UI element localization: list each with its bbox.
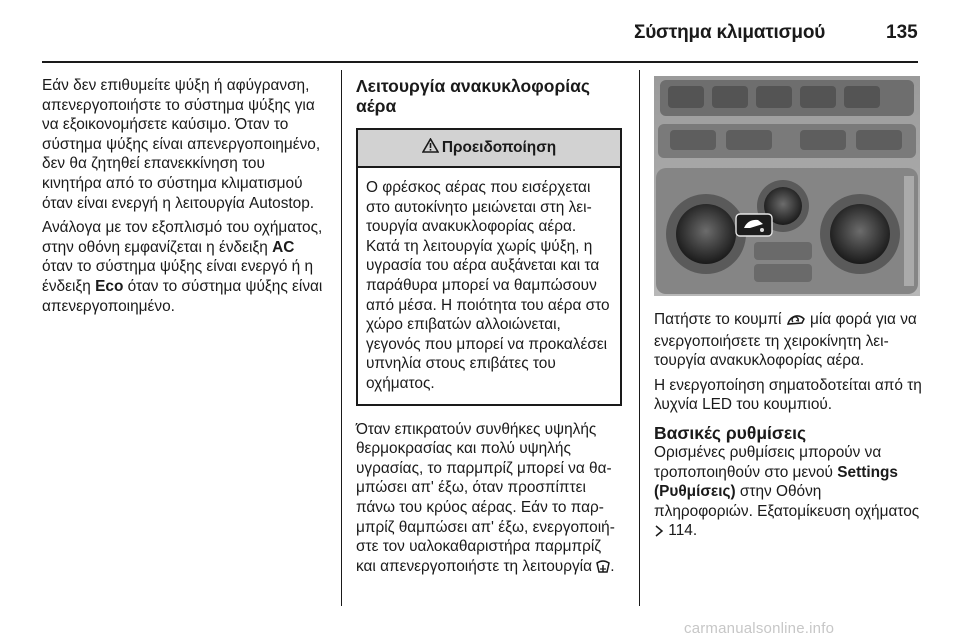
paragraph-display-indicator bbox=[42, 218, 328, 316]
warning-box bbox=[356, 128, 622, 406]
text-fragment: Ανάλογα με τον εξοπλισμό του οχήματος, στην οθόνη εμφανίζεται η ένδειξη bbox=[42, 219, 323, 256]
paragraph-settings-menu bbox=[654, 443, 922, 543]
ac-indicator-label: AC bbox=[272, 238, 295, 256]
column-1 bbox=[42, 76, 328, 321]
air-recirculation-icon bbox=[786, 312, 806, 332]
text-fragment: μία φορά για να ενεργοποιήσετε τη χειροκίνητη λειτουργία ανακυκλοφορίας αέρα. bbox=[654, 311, 917, 370]
text-fragment: όταν το σύστημα ψύξης είναι απενεργοποιημένο. bbox=[42, 277, 323, 315]
header-divider bbox=[42, 61, 918, 63]
column-divider-right bbox=[639, 70, 640, 606]
warning-header bbox=[358, 130, 620, 168]
climate-control-panel-photo bbox=[654, 76, 920, 296]
eco-indicator-label: Eco bbox=[95, 277, 124, 295]
settings-menu-label: Settings (Ρυθμίσεις) bbox=[654, 463, 898, 501]
column-3 bbox=[654, 76, 922, 548]
paragraph-led-indication: Η ενεργοποίηση σηματοδοτείται από τη λυχνία LED του κουμπιού. bbox=[654, 376, 922, 414]
page-reference-link[interactable]: 114. bbox=[668, 522, 698, 540]
paragraph-windshield-fog: Όταν επικρατούν συνθήκες υψηλής θερμοκρασίας και πολύ υψηλής υγρασίας, το παρμπρίζ μπορεί να θαμπώσει απ' έξω, όταν προσπίπτει πάνω του κρύος αέρας. Εάν το παρμπρίζ θαμπώσει απ' έξω, ενεργοποιήστε τον υαλοκαθαριστήρα παρμπρίζ και απενεργοποιήστε τη λειτουργία . bbox=[356, 420, 624, 579]
warning-triangle-icon bbox=[422, 138, 439, 158]
windshield-wiper-icon bbox=[596, 559, 610, 579]
column-2 bbox=[356, 76, 624, 583]
text-fragment: Όταν επικρατούν συνθήκες υψηλής θερμοκρασίας και πολύ υψηλής υγρασίας, το παρμπρίζ μπορεί να θαμπώσει απ' έξω, όταν προσπίπτει πάνω του κρύος αέρας. Εάν το παρμπρίζ θαμπώσει απ' έξω, ενεργοποιήστε τον υαλοκαθαριστήρα παρμπρίζ και απενεργοποιήστε τη λειτουργία bbox=[356, 420, 615, 575]
page-header bbox=[0, 0, 960, 62]
page-title: Σύστημα κλιματισμού bbox=[634, 22, 826, 43]
warning-title: Προειδοποίηση bbox=[441, 139, 557, 157]
page-reference-arrow-icon bbox=[654, 523, 664, 543]
paragraph-press-button bbox=[654, 310, 922, 371]
paragraph-cooling-off: Εάν δεν επιθυμείτε ψύξη ή αφύγρανση, απενεργοποιήστε το σύστημα ψύξης για να εξοικονομήσετε καύσιμο. Όταν το σύστημα ψύξης είναι απενεργοποιημένο, δεν θα ζητηθεί επανεκκίνηση του κινητήρα από το σύστημα κλιματισμού όταν είναι ενεργή η λειτουργία Autostop. bbox=[42, 77, 321, 212]
text-fragment: Ορισμένες ρυθμίσεις μπορούν να τροποποιηθούν στο μενού bbox=[654, 443, 882, 481]
watermark: carmanualsonline.info bbox=[684, 620, 835, 637]
text-fragment: Πατήστε το κουμπί bbox=[654, 311, 786, 328]
column-divider-left bbox=[341, 70, 342, 606]
page-number: 135 bbox=[886, 22, 918, 43]
warning-body: Ο φρέσκος αέρας που εισέρχεται στο αυτοκίνητο μειώνεται στη λειτουργία ανακυκλοφορίας αέρα. Κατά τη λειτουργία χωρίς ψύξη, η υγρασία του αέρα αυξάνεται και τα παράθυρα μπορεί να θαμπώσουν από μέσα. Η ποιότητα του αέρα στο χώρο επιβατών αλλοιώνεται, γεγονός που μπορεί να προκαλέσει υπνηλία στους επιβάτες του οχήματος. bbox=[366, 179, 610, 392]
text-fragment: όταν το σύστημα ψύξης είναι ενεργό ή η ένδειξη bbox=[42, 258, 314, 295]
section-heading-recirculation: Λειτουργία ανακυκλοφορίας αέρα bbox=[356, 76, 590, 116]
section-heading-basic-settings: Βασικές ρυθμίσεις bbox=[654, 422, 807, 443]
text-fragment: στην Οθόνη πληροφοριών. Εξατομίκευση οχήματος bbox=[654, 483, 920, 520]
